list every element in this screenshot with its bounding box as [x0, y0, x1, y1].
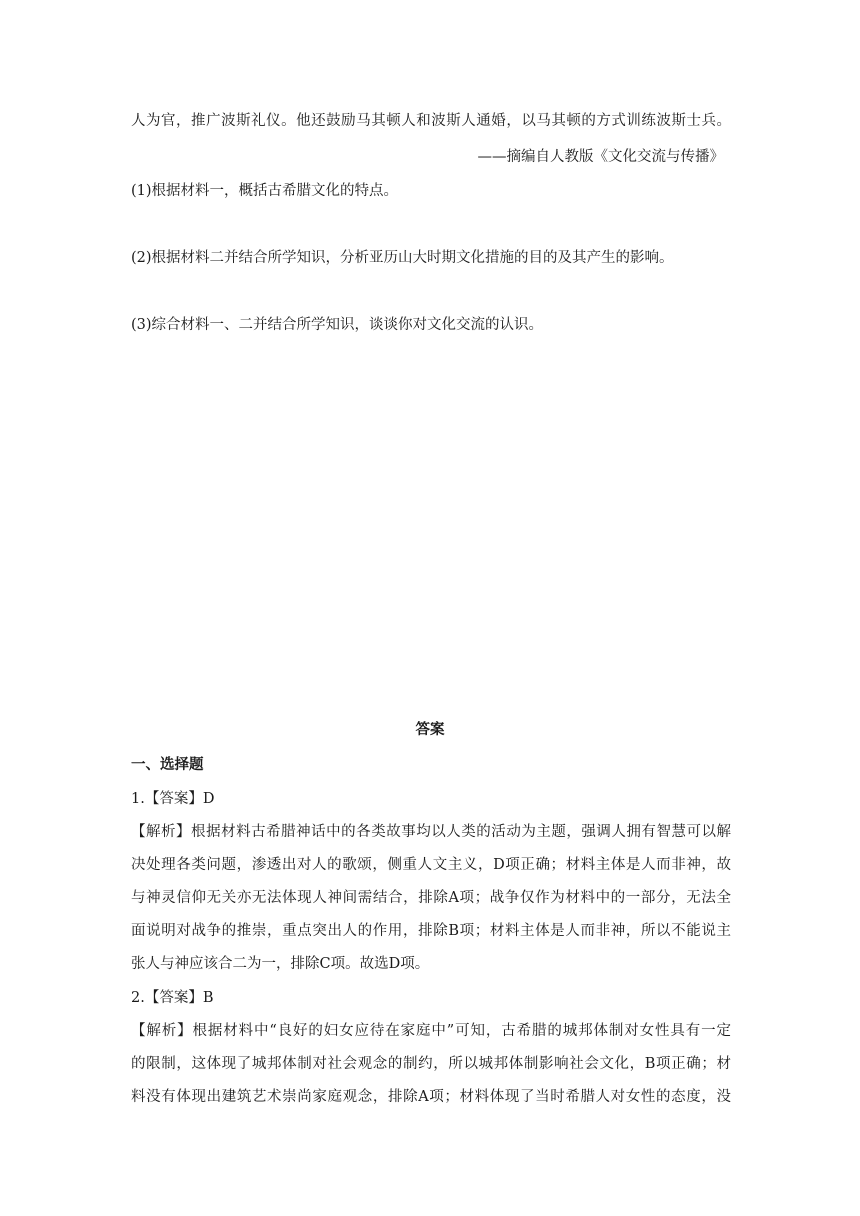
section-heading: 一、选择题 — [131, 756, 204, 773]
answer-2-analysis-line: 【解析】根据材料中“良好的妇女应待在家庭中”可知，古希腊的城邦体制对女性具有一定 — [131, 1023, 731, 1039]
question-1: (1)根据材料一，概括古希腊文化的特点。 — [131, 183, 399, 199]
answers-title: 答案 — [415, 721, 445, 738]
material-source: ——摘编自人教版《文化交流与传播》 — [477, 149, 724, 165]
material-text-line: 人为官，推广波斯礼仪。他还鼓励马其顿人和波斯人通婚，以马其顿的方式训练波斯士兵。 — [131, 113, 731, 129]
answer-2-analysis-line: 料没有体现出建筑艺术崇尚家庭观念，排除A项；材料体现了当时希腊人对女性的态度，没 — [131, 1089, 731, 1105]
answer-2-label: 2.【答案】B — [131, 990, 214, 1006]
question-2: (2)根据材料二并结合所学知识，分析亚历山大时期文化措施的目的及其产生的影响。 — [131, 250, 674, 266]
answer-1-analysis-line: 与神灵信仰无关亦无法体现人神间需结合，排除A项；战争仅作为材料中的一部分，无法全 — [131, 890, 731, 906]
answer-1-analysis-line: 张人与神应该合二为一，排除C项。故选D项。 — [131, 956, 430, 972]
answer-1-analysis-line: 决处理各类问题，渗透出对人的歌颂，侧重人文主义，D项正确；材料主体是人而非神，故 — [131, 857, 731, 873]
question-3: (3)综合材料一、二并结合所学知识，谈谈你对文化交流的认识。 — [131, 317, 544, 333]
answer-2-analysis-line: 的限制，这体现了城邦体制对社会观念的制约，所以城邦体制影响社会文化，B项正确；材 — [131, 1056, 731, 1072]
answer-1-label: 1.【答案】D — [131, 791, 215, 807]
answer-1-analysis-line: 面说明对战争的推崇，重点突出人的作用，排除B项；材料主体是人而非神，所以不能说主 — [131, 923, 731, 939]
answer-1-analysis-line: 【解析】根据材料古希腊神话中的各类故事均以人类的活动为主题，强调人拥有智慧可以解 — [131, 824, 731, 840]
